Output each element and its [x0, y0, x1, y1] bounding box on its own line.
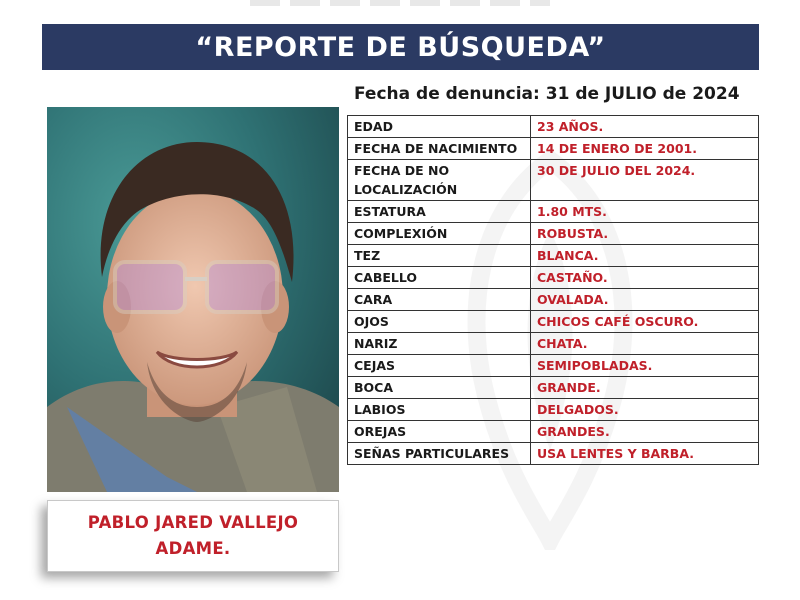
field-label: SEÑAS PARTICULARES: [348, 443, 531, 465]
table-row: [348, 443, 759, 465]
field-value: 23 AÑOS.: [531, 116, 759, 138]
field-value: 30 DE JULIO DEL 2024.: [531, 160, 759, 201]
table-row: [348, 116, 759, 138]
person-name-line-1: PABLO JARED VALLEJO: [87, 513, 299, 532]
field-label: FECHA DE NO LOCALIZACIÓN: [348, 160, 531, 201]
field-value: BLANCA.: [531, 245, 759, 267]
field-label: EDAD: [348, 116, 531, 138]
field-value: GRANDES.: [531, 421, 759, 443]
field-value: OVALADA.: [531, 289, 759, 311]
description-table: [347, 115, 759, 465]
field-value: GRANDE.: [531, 377, 759, 399]
table-row: [348, 377, 759, 399]
person-portrait-image: [47, 107, 339, 492]
field-label: CARA: [348, 289, 531, 311]
table-row: [348, 311, 759, 333]
field-label: LABIOS: [348, 399, 531, 421]
field-value: ROBUSTA.: [531, 223, 759, 245]
field-label: BOCA: [348, 377, 531, 399]
field-label: TEZ: [348, 245, 531, 267]
field-label: FECHA DE NACIMIENTO: [348, 138, 531, 160]
table-row: [348, 138, 759, 160]
field-label: OJOS: [348, 311, 531, 333]
table-row: [348, 399, 759, 421]
table-row: [348, 267, 759, 289]
field-label: CEJAS: [348, 355, 531, 377]
field-value: SEMIPOBLADAS.: [531, 355, 759, 377]
person-name-line-2: ADAME.: [155, 539, 231, 558]
title-banner: [42, 24, 759, 70]
field-label: COMPLEXIÓN: [348, 223, 531, 245]
missing-person-photo: [47, 107, 339, 492]
table-row: [348, 333, 759, 355]
field-label: NARIZ: [348, 333, 531, 355]
table-row: [348, 201, 759, 223]
field-value: DELGADOS.: [531, 399, 759, 421]
field-value: 14 DE ENERO DE 2001.: [531, 138, 759, 160]
table-row: [348, 245, 759, 267]
person-name-box: [47, 500, 339, 572]
field-label: CABELLO: [348, 267, 531, 289]
field-value: 1.80 MTS.: [531, 201, 759, 223]
field-value: CHICOS CAFÉ OSCURO.: [531, 311, 759, 333]
table-row: [348, 223, 759, 245]
report-date: Fecha de denuncia: 31 de JULIO de 2024: [354, 84, 740, 104]
field-value: CHATA.: [531, 333, 759, 355]
field-value: USA LENTES Y BARBA.: [531, 443, 759, 465]
field-value: CASTAÑO.: [531, 267, 759, 289]
table-row: [348, 355, 759, 377]
table-row: [348, 160, 759, 201]
field-label: ESTATURA: [348, 201, 531, 223]
table-row: [348, 289, 759, 311]
table-row: [348, 421, 759, 443]
header-faint-text: [250, 0, 550, 6]
field-label: OREJAS: [348, 421, 531, 443]
page-title: “REPORTE DE BÚSQUEDA”: [195, 31, 606, 63]
